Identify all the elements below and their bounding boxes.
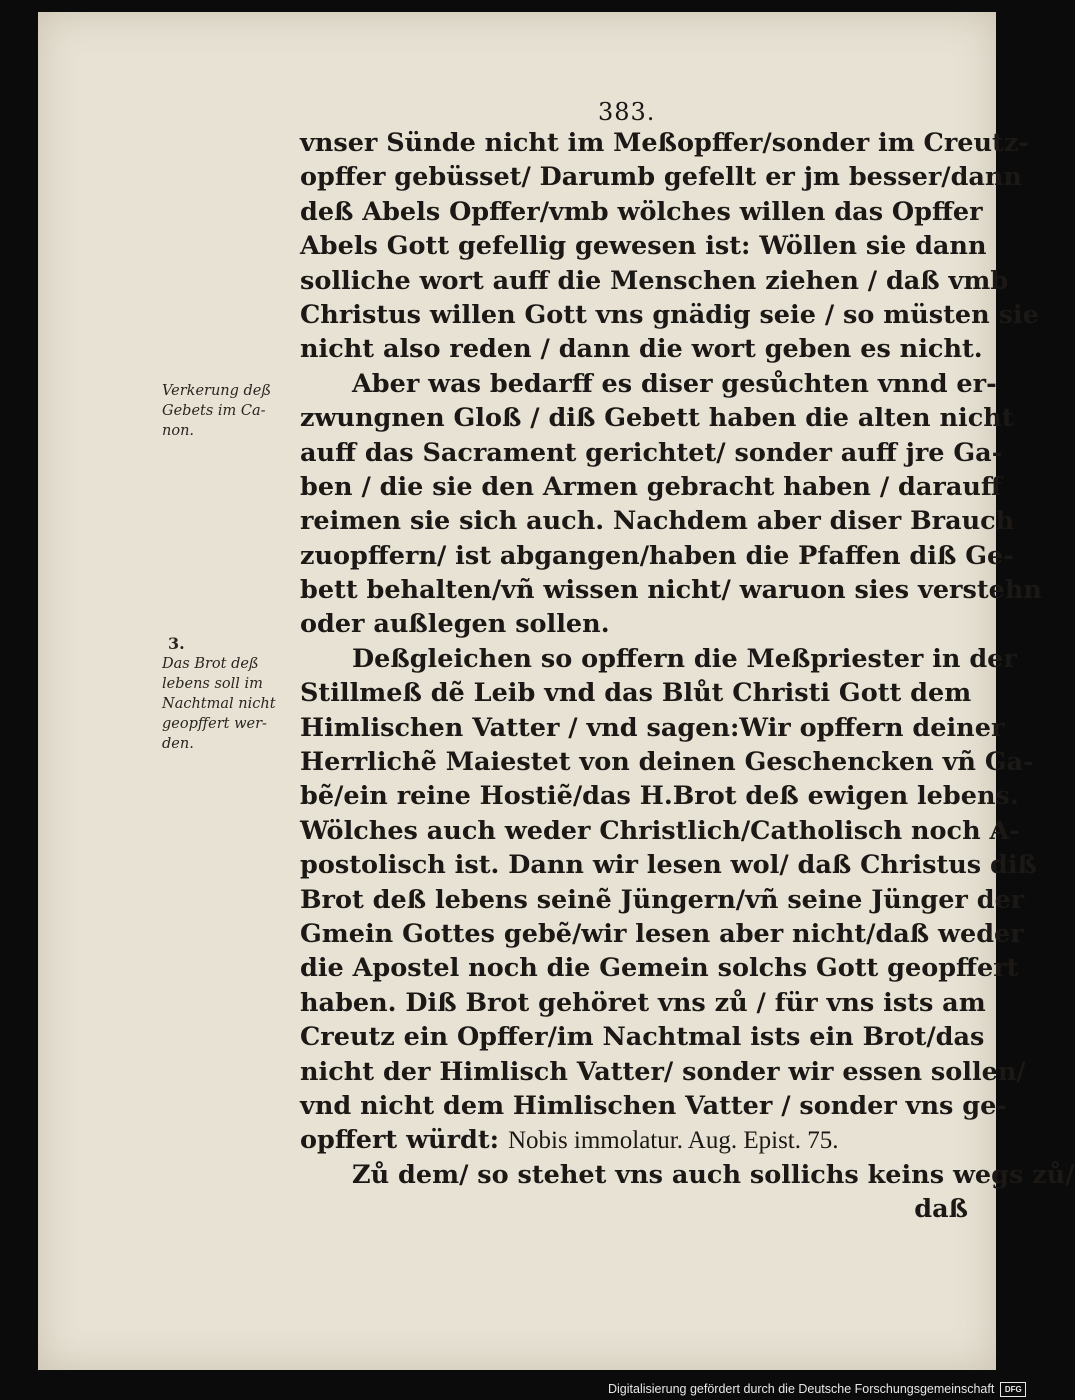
text-line: ben / die sie den Armen gebracht haben / darauff bbox=[300, 471, 1002, 502]
text-line: Brot deß lebens seinẽ Jüngern/vñ seine Jünger der bbox=[300, 884, 1025, 915]
text-line: vnd nicht dem Himlischen Vatter / sonder vns ge- bbox=[300, 1090, 1007, 1121]
margin-note-number: 3. bbox=[168, 634, 185, 653]
latin-citation: Nobis immolatur. Aug. Epist. 75. bbox=[507, 1127, 839, 1155]
text-line: auff das Sacrament gerichtet/ sonder auff jre Ga- bbox=[300, 437, 1003, 468]
text-line: die Apostel noch die Gemein solchs Gott geopffert bbox=[300, 953, 1019, 984]
text-line: opffer gebüsset/ Darumb gefellt er jm besser/dann bbox=[300, 162, 1023, 193]
text-line: Herrlichẽ Maiestet von deinen Geschencken vñ Ga- bbox=[300, 747, 1034, 778]
text-line: haben. Diß Brot gehöret vns zů / für vns ists am bbox=[300, 987, 986, 1018]
text-line: Gmein Gottes gebẽ/wir lesen aber nicht/daß weder bbox=[300, 918, 1024, 949]
text-line: Christus willen Gott vns gnädig seie / so müsten sie bbox=[300, 299, 1039, 330]
text-line: nicht der Himlisch Vatter/ sonder wir essen sollen/ bbox=[300, 1056, 1026, 1087]
text-line: bett behalten/vñ wissen nicht/ waruon sies verstehn bbox=[300, 575, 1042, 606]
text-line: oder außlegen sollen. bbox=[300, 609, 610, 640]
text-line: zwungnen Gloß / diß Gebett haben die alten nicht bbox=[300, 403, 1014, 434]
margin-note-line: Gebets im Ca- bbox=[162, 403, 266, 419]
margin-note-line: Das Brot deß bbox=[162, 656, 259, 672]
text-line-with-citation bbox=[300, 1123, 968, 1157]
margin-note-line: den. bbox=[162, 736, 194, 752]
text-line: Zů dem/ so stehet vns auch sollichs keins wegs zů/ bbox=[352, 1159, 1075, 1190]
text-line: nicht also reden / dann die wort geben es nicht. bbox=[300, 334, 983, 365]
funding-notice: Digitalisierung gefördert durch die Deutsche Forschungsgemeinschaft bbox=[608, 1382, 995, 1396]
text-line: postolisch ist. Dann wir lesen wol/ daß Christus diß bbox=[300, 850, 1037, 881]
footer bbox=[608, 1380, 1026, 1398]
text-line: Stillmeß dẽ Leib vnd das Blůt Christi Gott dem bbox=[300, 678, 972, 709]
margin-note-line: geopffert wer- bbox=[162, 716, 267, 732]
margin-note-1 bbox=[162, 381, 302, 441]
text-line: Abels Gott gefellig gewesen ist: Wöllen sie dann bbox=[300, 231, 987, 262]
text-line: Wölches auch weder Christlich/Catholisch noch A- bbox=[300, 815, 1020, 846]
text-line: Aber was bedarff es diser gesůchten vnnd er- bbox=[352, 368, 997, 399]
margin-note-line: non. bbox=[162, 423, 195, 439]
text-line: solliche wort auff die Menschen ziehen / daß vmb bbox=[300, 265, 1009, 296]
text-line: Deßgleichen so opffern die Meßpriester in der bbox=[352, 643, 1017, 674]
margin-note-line: Nachtmal nicht bbox=[162, 696, 276, 712]
text-line: reimen sie sich auch. Nachdem aber diser Brauch bbox=[300, 506, 1015, 537]
text-line: deß Abels Opffer/vmb wölches willen das Opffer bbox=[300, 196, 983, 227]
text-fragment: opffert würdt: bbox=[300, 1125, 500, 1156]
text-line: Himlischen Vatter / vnd sagen:Wir opffern deiner bbox=[300, 712, 1005, 743]
dfg-logo: DFG bbox=[1000, 1382, 1026, 1397]
text-line: bẽ/ein reine Hostiẽ/das H.Brot deß ewigen lebens. bbox=[300, 781, 1019, 812]
text-line: zuopffern/ ist abgangen/haben die Pfaffen diß Ge- bbox=[300, 540, 1014, 571]
margin-note-line: lebens soll im bbox=[162, 676, 263, 692]
catchword: daß bbox=[914, 1194, 968, 1225]
margin-note-line: Verkerung deß bbox=[162, 383, 272, 399]
text-line: vnser Sünde nicht im Meßopffer/sonder im Creutz- bbox=[300, 128, 1029, 158]
margin-note-2 bbox=[162, 634, 302, 754]
text-line: Creutz ein Opffer/im Nachtmal ists ein Brot/das bbox=[300, 1022, 985, 1053]
body-text bbox=[300, 126, 1075, 1227]
page-number: 383. bbox=[598, 98, 656, 126]
